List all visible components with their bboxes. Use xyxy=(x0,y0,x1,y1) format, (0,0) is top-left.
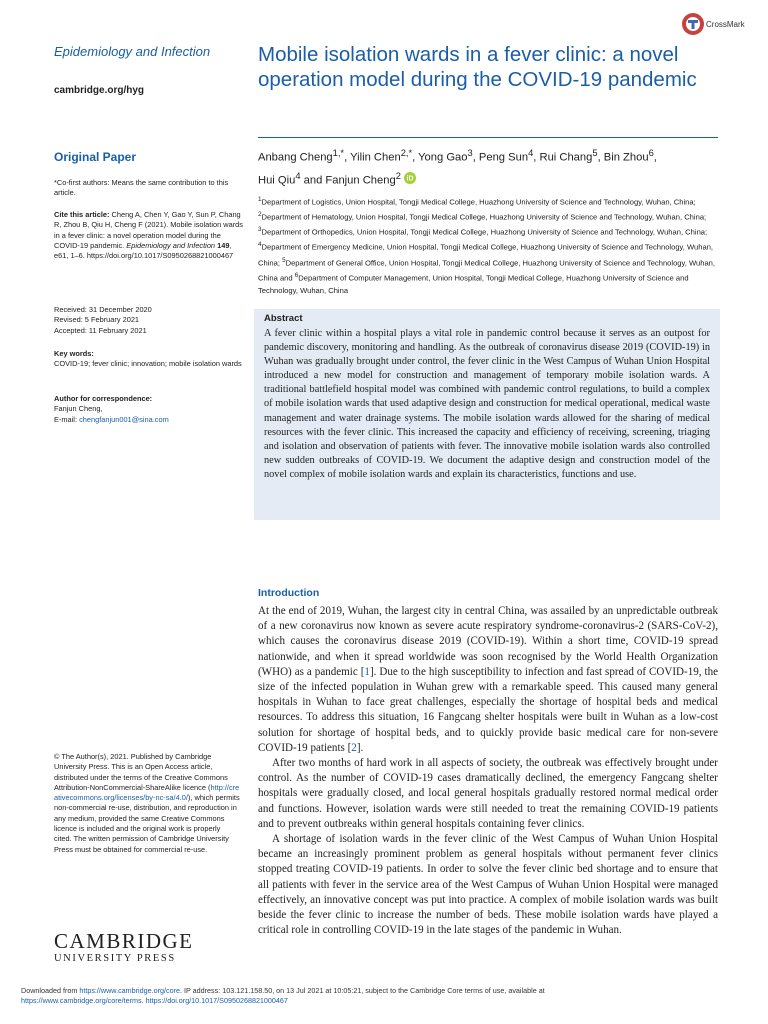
author-affil: 2 xyxy=(395,170,401,181)
license-block xyxy=(54,752,240,855)
cite-doi: , e61, 1–6. https://doi.org/10.1017/S0950268821000467 xyxy=(54,240,234,261)
affil-text: Department of Emergency Medicine, Union Hospital, Tongji Medical College, Huazhong University of Science and Technology, Wuhan, China; xyxy=(258,242,714,268)
affil-text: Department of Orthopedics, Union Hospital, Tongji Medical College, Huazhong University of Science and Technology, Wuhan, China; xyxy=(261,227,708,237)
text-run: ]. Due to the high susceptibility to infection and fast spread of COVID-19, the size of the infected population in Wuhan grew with a remarkable speed. This caused many general hospitals in Wuhan to face great challenges, especially the shortage of hospital beds and medical resources. To address this situation, 16 Fangcang shelter hospitals were built in Wuhan as a low-cost solution for shortage of hospital beds, and to quickly provide basic medical care for non-severe COVID-19 patients [ xyxy=(258,665,719,754)
correspondence-block xyxy=(54,394,244,425)
author-list: Anbang Cheng$^{1,*}$, Yilin Chen$^{2,*}$, Yong Gao$^3$, Peng Sun$^4$, Rui Chang$^5$, Bin Zhou$^6$, Hui Qiu$^4$ and Fanjun Cheng$^2$ iD xyxy=(258,148,657,187)
affiliations xyxy=(258,194,720,297)
email-label: E-mail: xyxy=(54,414,80,424)
journal-site[interactable]: cambridge.org/hyg xyxy=(54,85,145,96)
author: Fanjun Cheng xyxy=(325,174,396,187)
journal-name: Epidemiology and Infection xyxy=(54,44,211,59)
crossmark-label: CrossMark xyxy=(706,20,745,29)
affil-num: 1 xyxy=(258,196,262,203)
footer-text: . IP address: 103.121.158.50, on 13 Jul 2021 at 10:05:21, subject to the Cambridge Core terms of use, available at xyxy=(180,986,545,995)
text-run: ]. xyxy=(356,741,364,754)
affil-num: 4 xyxy=(258,241,262,249)
keywords-text: COVID-19; fever clinic; innovation; mobile isolation wards xyxy=(54,359,242,369)
affil-text: Department of Hematology, Union Hospital, Tongji Medical College, Huazhong University of Science and Technology, Wuhan, China; xyxy=(261,212,707,222)
section-heading: Introduction xyxy=(258,587,320,599)
cite-label: Cite this article: xyxy=(54,210,110,219)
author: Yong Gao xyxy=(418,151,468,164)
paper-type: Original Paper xyxy=(54,150,137,164)
email-link[interactable]: chengfanjun001@sina.com xyxy=(79,414,169,424)
correspondence-name: Fanjun Cheng, xyxy=(54,404,103,414)
paragraph: A shortage of isolation wards in the fever clinic of the West Campus of Wuhan Union Hospital became an increasingly prominent problem as general hospitals without permanent fever clinics stopped treating COVID-19 patients. In order to solve the fever clinic bed shortage and to ensure that all patients with fever in the service area of the West Campus of Wuhan Union Hospital were managed effectively, an innovative concept was put into practice. A complex of mobile isolation wards was built beside the fever clinic to increase the number of beds. These mobile isolation wards have played a critical role in controlling COVID-19 in the late stages of the pandemic in Wuhan. xyxy=(258,833,718,937)
footer-link[interactable]: https://www.cambridge.org/core/terms xyxy=(21,996,142,1005)
author-affil: 5 xyxy=(592,148,598,158)
affil-num: 3 xyxy=(258,226,262,234)
citation-block xyxy=(54,210,244,261)
abstract-text: A fever clinic within a hospital plays a vital role in pandemic control because it serves as an outpost for pandemic discovery, monitoring and handling. As the outbreak of coronavirus disease 2019 (COVID-19) in Wuhan was gradually brought under control, the fever clinic in the West Campus of Wuhan Union Hospital introduced a new model for construction and management of temporary mobile isolation wards. A traditional battlefield hospital model was combined with pandemic control regulations, to build a complex of mobile isolation wards that used adaptive design and construction for medical operational, medical waste management and water drainage systems. The mobile isolation wards allowed for the sharing of medical resources with the fever clinic. This increased the capacity and efficiency of receiving, screening, triaging and isolation and observation of patients with fever. The innovative mobile isolation wards also controlled new sudden outbreaks of COVID-19. We document the adaptive design and construction model of the novel complex of mobile isolation wards and explain its characteristics, functions and use. xyxy=(264,328,710,480)
introduction-body xyxy=(258,604,718,938)
author-affil: 3 xyxy=(467,148,473,158)
accepted-date: Accepted: 11 February 2021 xyxy=(54,325,147,335)
dates-block xyxy=(54,305,244,336)
affil-num: 5 xyxy=(282,256,286,264)
affil-text: Department of General Office, Union Hospital, Tongji Medical College, Huazhong University of Science and Technology, Wuhan, China and xyxy=(258,258,716,283)
abstract-heading: Abstract xyxy=(264,313,303,324)
reference-link[interactable]: 2 xyxy=(351,741,357,754)
crossmark-badge[interactable] xyxy=(681,12,745,41)
text-run: At the end of 2019, Wuhan, the largest city in central China, was assailed by an unpredictable outbreak of a new coronavirus now known as severe acute respiratory syndrome-coronavirus-2 (SARS-CoV-2), which causes the coronavirus disease 2019 (COVID-19). Within a short time, COVID-19 spread nationwide, and when it spread worldwide was soon recognised by the World Health Organization (WHO) as a pandemic [ xyxy=(258,605,718,678)
correspondence-label: Author for correspondence: xyxy=(54,394,153,403)
author-affil: 4 xyxy=(295,170,301,181)
received-date: Received: 31 December 2020 xyxy=(54,305,152,314)
cite-text: Cheng A, Chen Y, Gao Y, Sun P, Chang R, Zhou B, Qiu H, Cheng F (2021). Mobile isolation wards in a fever clinic: a novel operation model during the COVID-19 pandemic. xyxy=(54,210,243,250)
article-title: Mobile isolation wards in a fever clinic: a novel operation model during the COVID-19 pandemic xyxy=(258,43,697,91)
license-link[interactable]: http://creativecommons.org/licenses/by-nc-sa/4.0/ xyxy=(54,782,240,803)
keywords-label: Key words: xyxy=(54,349,94,358)
author-conjunction: and xyxy=(303,174,323,187)
license-text: © The Author(s), 2021. Published by Cambridge University Press. This is an Open Access article, distributed under the terms of the Creative Commons Attribution-NonCommercial-ShareAlike licence ( xyxy=(54,752,228,792)
reference-link[interactable]: 1 xyxy=(364,665,370,678)
affil-num: 2 xyxy=(258,211,262,219)
cofirst-note: *Co-first authors: Means the same contribution to this article. xyxy=(54,178,229,198)
footer-doi-link[interactable]: https://doi.org/10.1017/S0950268821000467 xyxy=(145,996,288,1005)
author-affil: 6 xyxy=(648,148,654,158)
paragraph xyxy=(258,604,718,756)
footer-text: Downloaded from xyxy=(21,986,80,995)
logo-line-1: CAMBRIDGE xyxy=(54,929,194,953)
author: Yilin Chen xyxy=(350,151,401,164)
license-text-2: ), which permits non-commercial re-use, distribution, and reproduction in any medium, provided the same Creative Commons licence is included and the original work is properly cited. The written permission of Cambridge University Press must be obtained for commercial re-use. xyxy=(54,793,240,854)
orcid-icon[interactable] xyxy=(404,172,416,184)
footer-link[interactable]: https://www.cambridge.org/core xyxy=(79,986,181,995)
paragraph: After two months of hard work in all aspects of society, the outbreak was effectively brought under control. As the number of COVID-19 cases dramatically declined, the emergency Fangcang shelter hospitals were gradually closed, and local general hospitals gradually restored normal medical order and functions. However, isolation wards were still needed to treat the remaining COVID-19 patients and to prevent outbreaks within general hospitals containing fever clinics. xyxy=(258,757,718,830)
revised-date: Revised: 5 February 2021 xyxy=(54,315,140,325)
cite-volume: 149 xyxy=(215,240,230,250)
author: Rui Chang xyxy=(539,151,593,164)
affil-num: 6 xyxy=(294,271,299,279)
cite-journal: Epidemiology and Infection xyxy=(126,240,216,250)
logo-line-2: UNIVERSITY PRESS xyxy=(54,953,176,964)
author: Anbang Cheng xyxy=(258,151,333,164)
footer-text: . xyxy=(141,996,146,1005)
download-footer xyxy=(21,986,751,1006)
author-affil: 2,* xyxy=(400,148,413,158)
crossmark-icon xyxy=(681,12,705,36)
svg-text:iD: iD xyxy=(406,176,414,184)
cambridge-logo xyxy=(54,930,194,966)
keywords-block xyxy=(54,349,244,370)
title-rule xyxy=(258,137,718,138)
author: Peng Sun xyxy=(478,151,529,164)
affil-text: Department of Computer Management, Union Hospital, Tongji Medical College, Huazhong University of Science and Technology, Wuhan, China xyxy=(258,273,689,295)
affil-text: Department of Logistics, Union Hospital, Tongji Medical College, Huazhong University of Science and Technology, Wuhan, China; xyxy=(261,197,696,207)
author: Bin Zhou xyxy=(603,151,649,164)
author-affil: 4 xyxy=(528,148,534,158)
author-affil: 1,* xyxy=(332,148,345,158)
author: Hui Qiu xyxy=(258,174,296,187)
